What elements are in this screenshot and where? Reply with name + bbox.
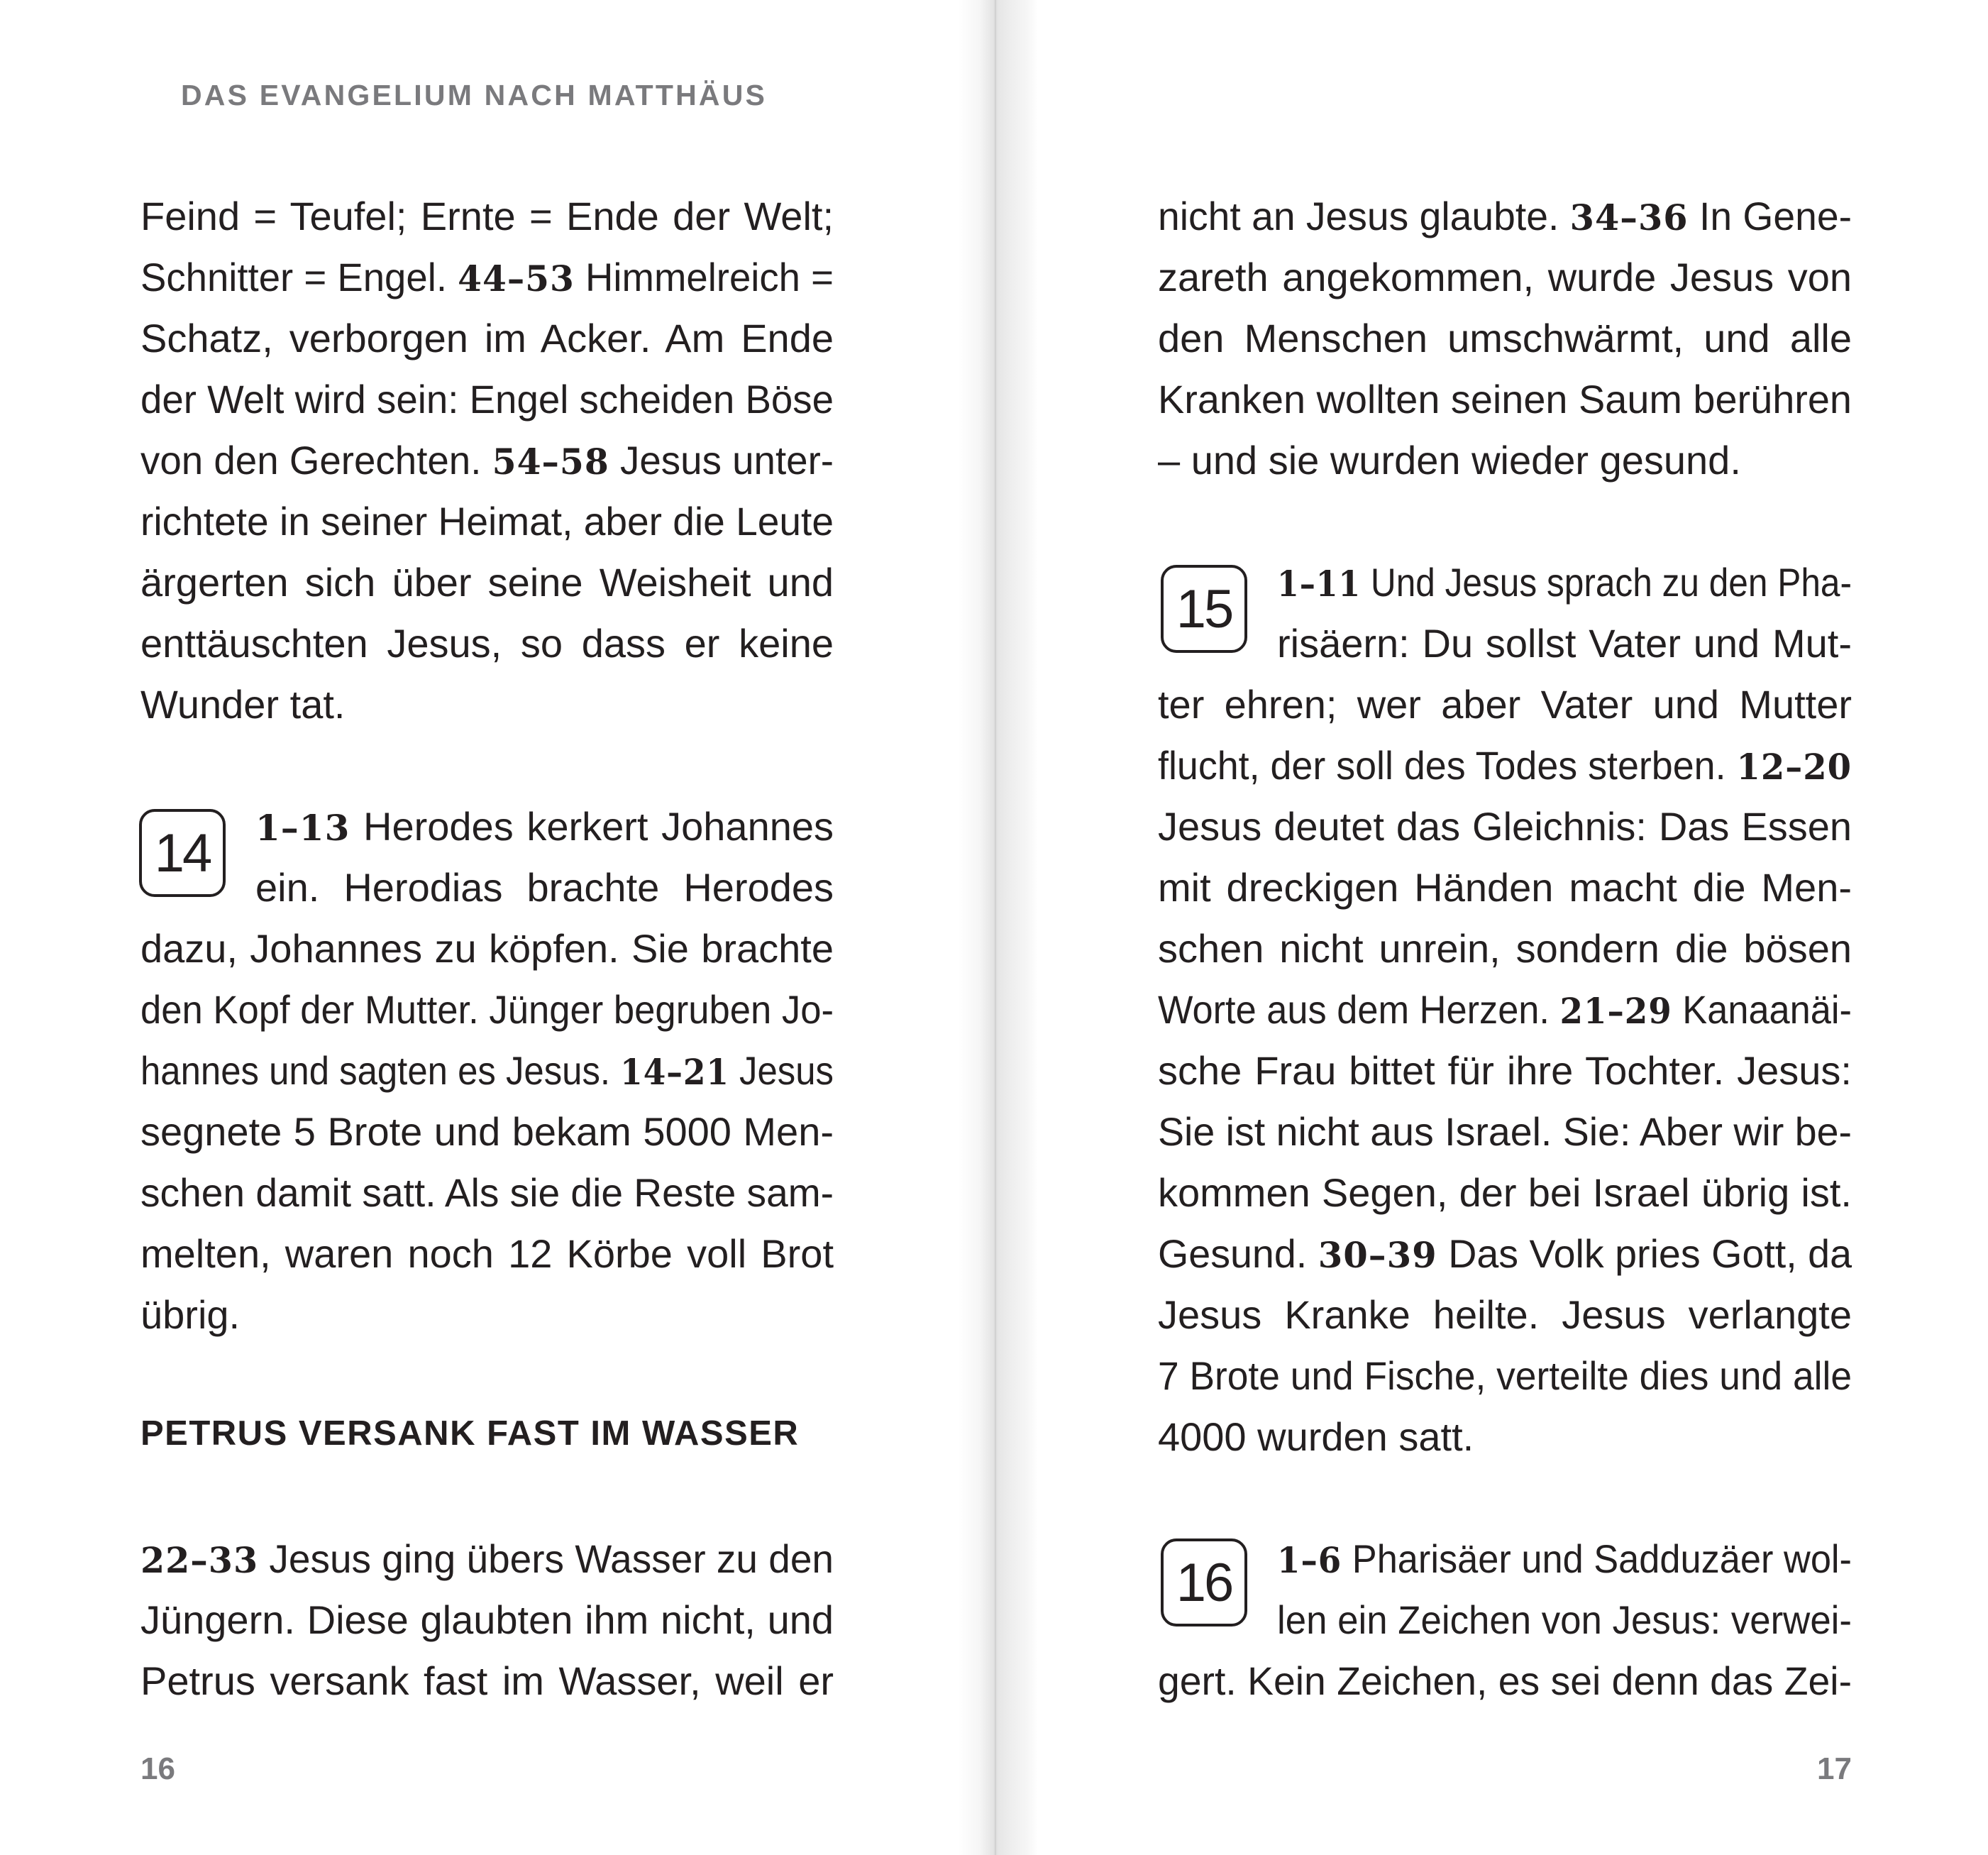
text-line: Jüngern. Diese glaubten ihm nicht, und [140, 1597, 834, 1642]
text-line: melten, waren noch 12 Körbe voll Brot [140, 1231, 834, 1276]
verse-reference: 1–11 [1277, 563, 1362, 605]
verse-reference: 14–21 [620, 1051, 729, 1093]
page-number: 17 [1817, 1751, 1852, 1786]
text-line: kommen Segen, der bei Israel übrig ist. [1158, 1170, 1852, 1215]
text-line: nicht an Jesus glaubte. 34–36 In Gene- [1158, 194, 1852, 238]
text-line: Sie ist nicht aus Israel. Sie: Aber wir be- [1158, 1109, 1852, 1154]
text-line: Kranken wollten seinen Saum berühren [1158, 377, 1852, 422]
verse-reference: 12–20 [1736, 746, 1852, 788]
page-number: 16 [140, 1751, 175, 1786]
text-line: Jesus Kranke heilte. Jesus verlangte [1158, 1292, 1852, 1337]
gutter-fold [995, 0, 996, 1855]
text-line: sche Frau bittet für ihre Tochter. Jesus: [1158, 1048, 1852, 1093]
text-line: 22–33 Jesus ging übers Wasser zu den [140, 1536, 834, 1581]
text-line: gert. Kein Zeichen, es sei denn das Zei- [1158, 1658, 1852, 1703]
text-line: übrig. [140, 1292, 241, 1337]
text-line: risäern: Du sollst Vater und Mut- [1277, 621, 1852, 666]
text-line: den Kopf der Mutter. Jünger begruben Jo- [140, 987, 834, 1032]
text-line: 7 Brote und Fische, verteilte dies und alle [1158, 1353, 1852, 1398]
text-line: Petrus versank fast im Wasser, weil er [140, 1658, 834, 1703]
text-line: mit dreckigen Händen macht die Men- [1158, 865, 1852, 910]
text-line: – und sie wurden wieder gesund. [1158, 438, 1741, 483]
text-line: Schatz, verborgen im Acker. Am Ende [140, 316, 834, 360]
text-line: zareth angekommen, wurde Jesus von [1158, 255, 1852, 299]
text-line: 1–6 Pharisäer und Sadduzäer wol- [1277, 1536, 1852, 1581]
verse-reference: 1–6 [1277, 1539, 1342, 1581]
verse-reference: 1–13 [255, 807, 350, 849]
text-line: den Menschen umschwärmt, und alle [1158, 316, 1852, 360]
verse-reference: 54–58 [492, 441, 609, 483]
verse-reference: 34–36 [1569, 197, 1689, 238]
verse-reference: 22–33 [140, 1539, 259, 1581]
text-line: dazu, Johannes zu köpfen. Sie brachte [140, 926, 834, 971]
text-line: Feind = Teufel; Ernte = Ende der Welt; [140, 194, 834, 238]
text-line: richtete in seiner Heimat, aber die Leute [140, 499, 834, 544]
text-line: hannes und sagten es Jesus. 14–21 Jesus [140, 1048, 834, 1093]
text-line: Schnitter = Engel. 44–53 Himmelreich = [140, 255, 834, 299]
chapter-number-box: 14 [139, 809, 226, 897]
text-line: schen damit satt. Als sie die Reste sam- [140, 1170, 834, 1215]
text-line: schen nicht unrein, sondern die bösen [1158, 926, 1852, 971]
chapter-number-box: 15 [1161, 565, 1247, 653]
verse-reference: 30–39 [1318, 1234, 1437, 1276]
text-line: Gesund. 30–39 Das Volk pries Gott, da [1158, 1231, 1852, 1276]
text-line: flucht, der soll des Todes sterben. 12–20 [1158, 743, 1852, 788]
text-line: der Welt wird sein: Engel scheiden Böse [140, 377, 834, 422]
verse-reference: 21–29 [1559, 990, 1672, 1032]
text-line: Jesus deutet das Gleichnis: Das Essen [1158, 804, 1852, 849]
text-line: segnete 5 Brote und bekam 5000 Men- [140, 1109, 834, 1154]
text-line: Worte aus dem Herzen. 21–29 Kanaanäi- [1158, 987, 1852, 1032]
text-line: 1–11 Und Jesus sprach zu den Pha- [1277, 560, 1852, 605]
running-head: DAS EVANGELIUM NACH MATTHÄUS [181, 79, 768, 111]
text-line: 1–13 Herodes kerkert Johannes [255, 804, 834, 849]
text-line: ärgerten sich über seine Weisheit und [140, 560, 834, 605]
text-line: ter ehren; wer aber Vater und Mutter [1158, 682, 1852, 727]
text-line: von den Gerechten. 54–58 Jesus unter- [140, 438, 834, 483]
chapter-number-box: 16 [1161, 1539, 1247, 1626]
section-heading: PETRUS VERSANK FAST IM WASSER [140, 1414, 800, 1453]
text-line: len ein Zeichen von Jesus: verwei- [1277, 1597, 1852, 1642]
text-line: 4000 wurden satt. [1158, 1414, 1474, 1459]
verse-reference: 44–53 [458, 258, 575, 299]
text-line: enttäuschten Jesus, so dass er keine [140, 621, 834, 666]
text-line: Wunder tat. [140, 682, 346, 727]
text-line: ein. Herodias brachte Herodes [255, 865, 834, 910]
